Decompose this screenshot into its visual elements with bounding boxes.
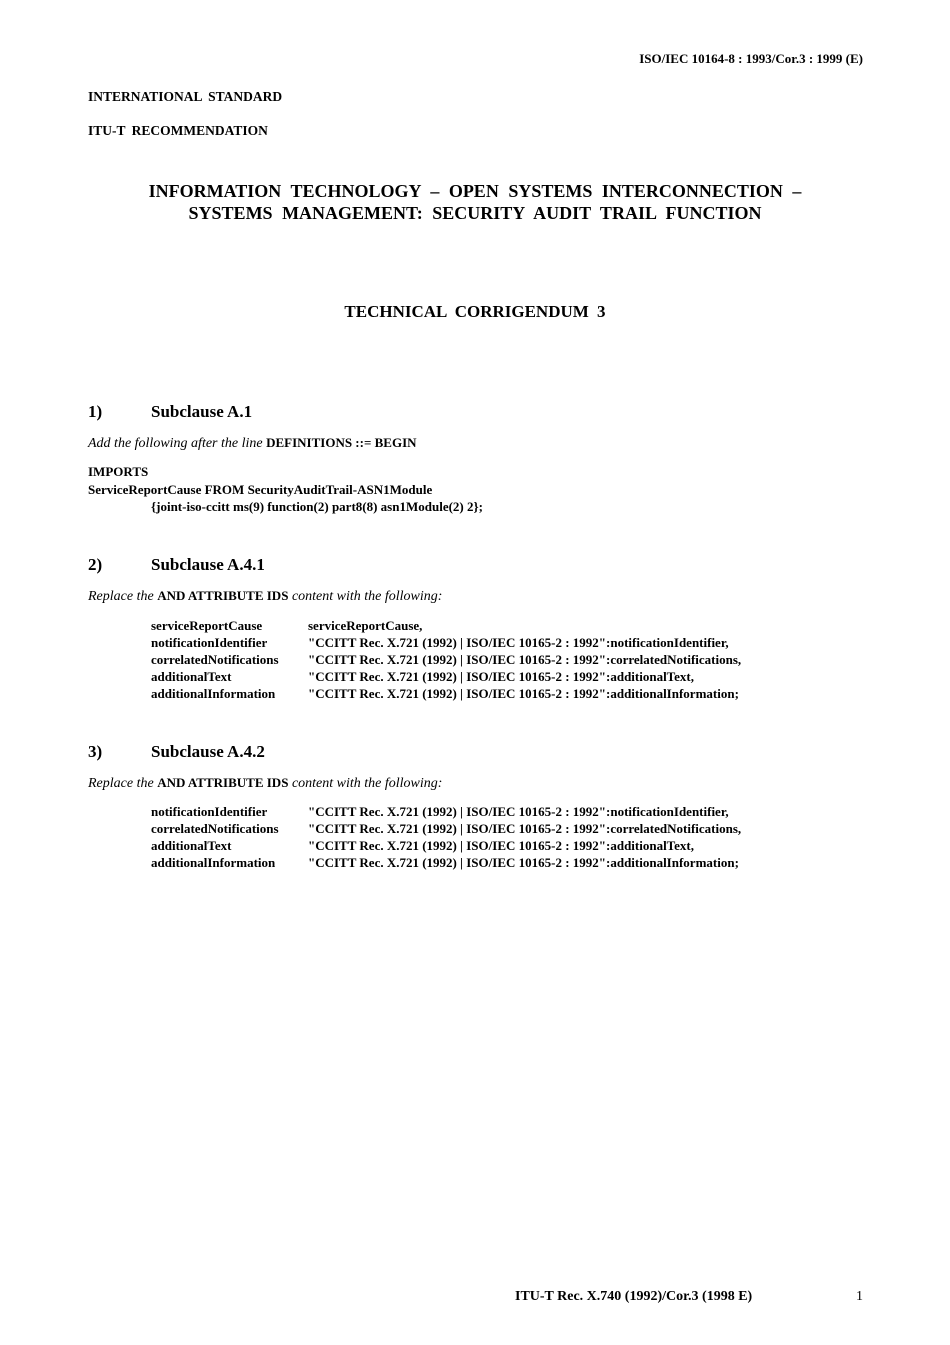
instruction-text: Add the following after the line	[88, 436, 267, 451]
attribute-value: "CCITT Rec. X.721 (1992) | ISO/IEC 10165-2 : 1992":notificationIdentifier,	[308, 804, 729, 819]
code-imports: IMPORTS	[88, 464, 149, 479]
standard-label-international: INTERNATIONAL STANDARD	[88, 89, 283, 104]
instruction-text: Replace the	[88, 589, 158, 604]
header-doc-id: ISO/IEC 10164-8 : 1993/Cor.3 : 1999 (E)	[639, 51, 863, 66]
instruction-keyword: DEFINITIONS ::= BEGIN	[266, 435, 417, 450]
attribute-value: "CCITT Rec. X.721 (1992) | ISO/IEC 10165-2 : 1992":correlatedNotifications,	[308, 821, 742, 836]
instruction-keyword: AND ATTRIBUTE IDS	[157, 588, 289, 603]
attribute-name: additionalText	[151, 669, 232, 684]
attribute-name: notificationIdentifier	[151, 635, 268, 650]
document-title-line2: SYSTEMS MANAGEMENT: SECURITY AUDIT TRAIL FUNCTION	[188, 203, 762, 223]
standard-label-itu: ITU-T RECOMMENDATION	[88, 123, 268, 138]
instruction-text: Replace the	[88, 776, 158, 791]
instruction-keyword: AND ATTRIBUTE IDS	[157, 775, 289, 790]
attribute-name: additionalInformation	[151, 686, 276, 701]
code-import-line: ServiceReportCause FROM SecurityAuditTrail-ASN1Module	[88, 482, 433, 497]
attribute-name: notificationIdentifier	[151, 804, 268, 819]
section-2-number: 2)	[88, 555, 103, 574]
attribute-name: serviceReportCause	[151, 618, 263, 633]
attribute-value: serviceReportCause,	[308, 618, 423, 633]
section-3-title: Subclause A.4.2	[151, 742, 265, 761]
footer-recommendation: ITU-T Rec. X.740 (1992)/Cor.3 (1998 E)	[515, 1289, 753, 1304]
attribute-name: correlatedNotifications	[151, 652, 279, 667]
attribute-name: additionalInformation	[151, 855, 276, 870]
code-module-oid: {joint-iso-ccitt ms(9) function(2) part8(8) asn1Module(2) 2};	[151, 499, 483, 514]
attribute-value: "CCITT Rec. X.721 (1992) | ISO/IEC 10165-2 : 1992":correlatedNotifications,	[308, 652, 742, 667]
section-1-number: 1)	[88, 402, 103, 421]
page-number: 1	[856, 1289, 863, 1304]
section-2-title: Subclause A.4.1	[151, 555, 265, 574]
section-1-title: Subclause A.1	[151, 402, 253, 421]
attribute-value: "CCITT Rec. X.721 (1992) | ISO/IEC 10165-2 : 1992":additionalInformation;	[308, 686, 739, 701]
attribute-name: correlatedNotifications	[151, 821, 279, 836]
section-1-instruction	[88, 435, 417, 452]
attribute-value: "CCITT Rec. X.721 (1992) | ISO/IEC 10165-2 : 1992":additionalInformation;	[308, 855, 739, 870]
attribute-name: additionalText	[151, 838, 232, 853]
attribute-value: "CCITT Rec. X.721 (1992) | ISO/IEC 10165-2 : 1992":additionalText,	[308, 669, 695, 684]
corrigendum-heading: TECHNICAL CORRIGENDUM 3	[344, 302, 606, 321]
section-3-number: 3)	[88, 742, 103, 761]
instruction-text-end: content with the following:	[288, 776, 443, 791]
document-title-line1: INFORMATION TECHNOLOGY – OPEN SYSTEMS INTERCONNECTION –	[148, 181, 802, 201]
instruction-text-end: content with the following:	[288, 589, 443, 604]
section-2-instruction	[88, 588, 442, 605]
attribute-value: "CCITT Rec. X.721 (1992) | ISO/IEC 10165-2 : 1992":additionalText,	[308, 838, 695, 853]
section-3-instruction	[88, 775, 442, 792]
attribute-value: "CCITT Rec. X.721 (1992) | ISO/IEC 10165-2 : 1992":notificationIdentifier,	[308, 635, 729, 650]
